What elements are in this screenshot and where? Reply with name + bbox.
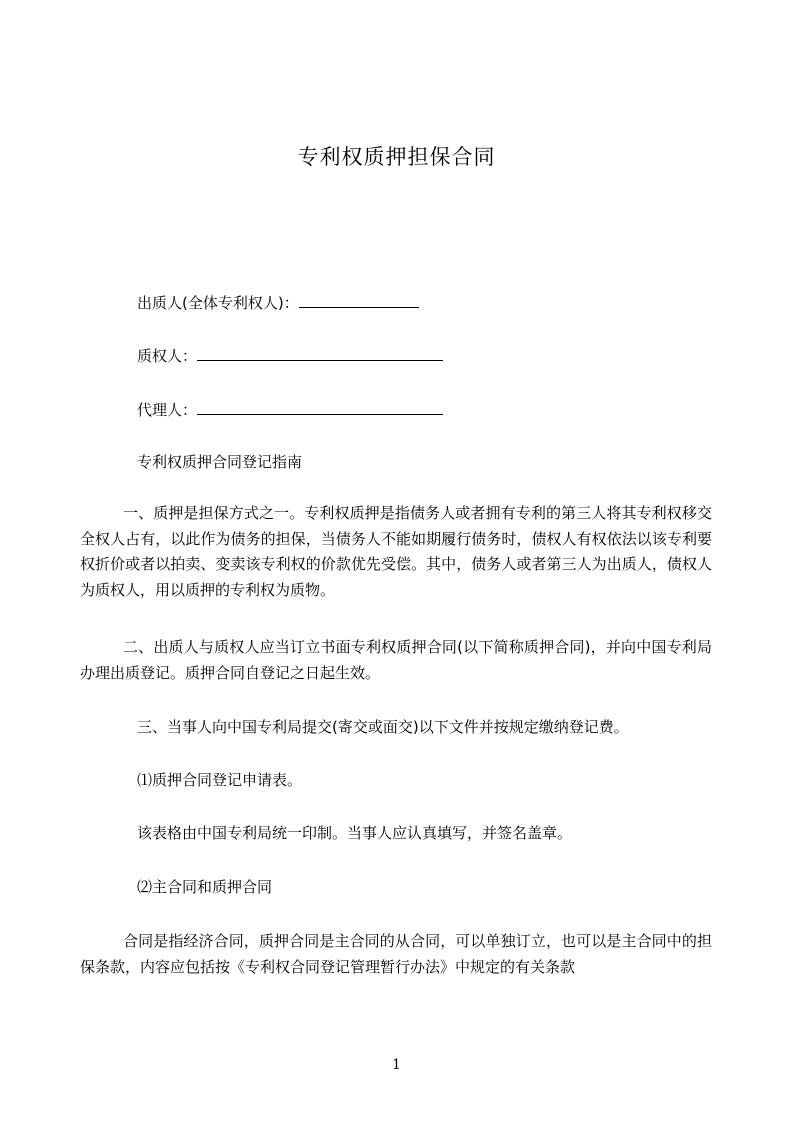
pledgor-label: 出质人(全体专利权人)：	[137, 294, 299, 312]
pledgee-field	[137, 345, 443, 366]
list-item-2: ⑵主合同和质押合同	[137, 878, 273, 896]
agent-label: 代理人：	[137, 401, 198, 419]
paragraph-4: 合同是指经济合同，质押合同是主合同的从合同，可以单独订立，也可以是主合同中的担保条款，内容应包括按《专利权合同登记管理暂行办法》中规定的有关条款	[80, 932, 712, 976]
agent-field	[137, 399, 443, 420]
list-item-1-note: 该表格由中国专利局统一印制。当事人应认真填写，并签名盖章。	[137, 824, 573, 842]
paragraph-3: 三、当事人向中国专利局提交(寄交或面交)以下文件并按规定缴纳登记费。	[137, 718, 629, 736]
paragraph-1: 一、质押是担保方式之一。专利权质押是指债务人或者拥有专利的第三人将其专利权移交全权人占有，以此作为债务的担保，当债务人不能如期履行债务时，债权人有权依法以该专利要权折价或者以拍卖、变卖该专利权的价款优先受偿。其中，债务人或者第三人为出质人，债权人为质权人，用以质押的专利权为质物。	[80, 504, 712, 599]
document-title: 专利权质押担保合同	[297, 145, 496, 169]
page-number: 1	[392, 1057, 401, 1073]
pledgee-label: 质权人：	[137, 347, 198, 365]
guide-heading: 专利权质押合同登记指南	[137, 453, 303, 471]
agent-blank[interactable]	[197, 399, 443, 415]
paragraph-2: 二、出质人与质权人应当订立书面专利权质押合同(以下简称质押合同)，并向中国专利局办理出质登记。质押合同自登记之日起生效。	[80, 638, 712, 682]
list-item-1: ⑴质押合同登记申请表。	[137, 771, 303, 789]
pledgee-blank[interactable]	[197, 345, 443, 361]
pledgor-field	[137, 292, 419, 313]
pledgor-blank[interactable]	[299, 292, 419, 308]
